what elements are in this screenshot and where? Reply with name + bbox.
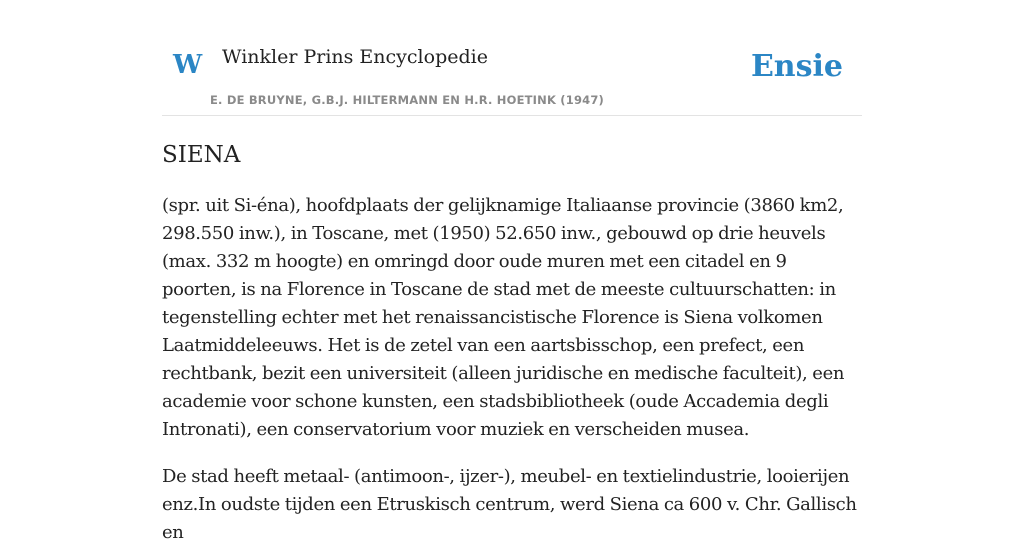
article-title: SIENA (162, 142, 241, 168)
article (162, 140, 862, 547)
site-header (162, 0, 862, 116)
article-paragraph: (spr. uit Si-éna), hoofdplaats der gelijknamige Italiaanse provincie (3860 km2, 298.550 inw.), in Toscane, met (1950) 52.650 inw., gebouwd op drie heuvels (max. 332 m hoogte) en omringd door oude muren met een citadel en 9 poorten, is na Florence in Toscane de stad met de meeste cultuurschatten: in tegenstelling echter met het renaissancistische Florence is Siena volkomen Laatmiddeleeuws. Het is de zetel van een aartsbisschop, een prefect, een rechtbank, bezit een universiteit (alleen juridische en medische faculteit), een academie voor schone kunsten, een stadsbibliotheek (oude Accademia degli Intronati), een conservatorium voor muziek en verscheiden musea. (162, 195, 845, 440)
publication-logo[interactable]: W (173, 50, 203, 80)
ensie-logo[interactable]: Ensie (750, 49, 843, 84)
article-paragraph: De stad heeft metaal- (antimoon-, ijzer-), meubel- en textielindustrie, looierijen enz.In oudste tijden een Etruskisch centrum, werd Siena ca 600 v. Chr. Gallisch en (162, 466, 857, 543)
publication-authors: E. DE BRUYNE, G.B.J. HILTERMANN EN H.R. HOETINK (1947) (210, 93, 605, 107)
publication-title[interactable]: Winkler Prins Encyclopedie (222, 46, 488, 68)
